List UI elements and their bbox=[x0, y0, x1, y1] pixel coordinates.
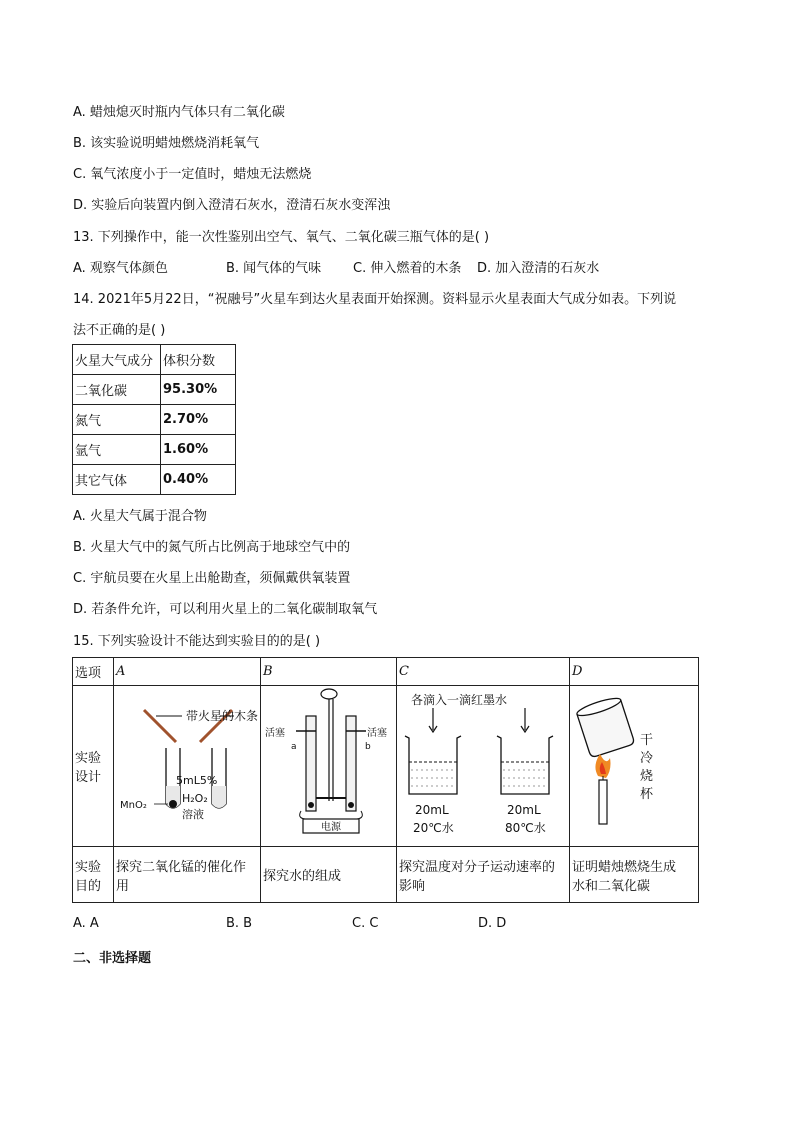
q12-option-c: C. 氧气浓度小于一定值时，蜡烛无法燃烧 bbox=[73, 167, 312, 182]
purpose-label-line1: 实验 bbox=[75, 859, 102, 875]
figure-d-cell bbox=[570, 686, 699, 847]
figure-b-electrolysis bbox=[261, 686, 396, 846]
table-cell: 其它气体 bbox=[73, 465, 161, 495]
glowing-splint-left bbox=[144, 710, 176, 742]
purpose-row-label bbox=[73, 847, 114, 903]
q15-option-b: B. B bbox=[226, 916, 253, 931]
funnel-bulb bbox=[321, 689, 337, 699]
figure-d-candle bbox=[570, 686, 698, 846]
column-header-b: B bbox=[261, 658, 397, 686]
table-row bbox=[73, 435, 236, 465]
purpose-b bbox=[261, 847, 397, 903]
h2o2-volume-label: 5mL5% bbox=[176, 774, 218, 787]
option-header-label: 选项 bbox=[73, 658, 114, 686]
figure-a-catalyst-test bbox=[114, 686, 260, 846]
q14-option-c: C. 宇航员要在火星上出舱勘查，须佩戴供氧装置 bbox=[73, 571, 351, 586]
table-row bbox=[73, 405, 236, 435]
q12-option-d: D. 实验后向装置内倒入澄清石灰水，澄清石灰水变浑浊 bbox=[73, 198, 391, 213]
table-cell: 二氧化碳 bbox=[73, 375, 161, 405]
mno2-label: MnO₂ bbox=[120, 800, 147, 811]
figure-c-title: 各滴入一滴红墨水 bbox=[411, 693, 508, 707]
purpose-c bbox=[397, 847, 570, 903]
table-cell: 1.60% bbox=[161, 435, 236, 465]
right-volume-label: 20mL bbox=[507, 803, 541, 817]
table-cell: 95.30% bbox=[161, 375, 236, 405]
table-header-row bbox=[73, 345, 236, 375]
purpose-a-line1: 探究二氧化锰的催化作 bbox=[116, 859, 247, 875]
q14-option-d: D. 若条件允许，可以利用火星上的二氧化碳制取氧气 bbox=[73, 602, 378, 617]
figure-c-cell bbox=[397, 686, 570, 847]
table-header-row bbox=[73, 658, 699, 686]
design-label-line2: 设计 bbox=[75, 770, 102, 785]
h2o2-label: H₂O₂ bbox=[182, 792, 208, 805]
q14-stem-line2: 法不正确的是( ) bbox=[73, 323, 166, 338]
q13-options bbox=[73, 260, 599, 278]
figure-c-diffusion bbox=[397, 686, 569, 846]
purpose-c-line2: 影响 bbox=[399, 878, 426, 894]
q15-option-c: C. C bbox=[352, 916, 379, 931]
beaker-label-char: 烧 bbox=[640, 769, 654, 784]
label-b: b bbox=[365, 742, 371, 752]
q13-option-a: A. 观察气体颜色 bbox=[73, 261, 168, 276]
table-row bbox=[73, 375, 236, 405]
mars-atmosphere-table bbox=[72, 344, 236, 495]
q14-option-a: A. 火星大气属于混合物 bbox=[73, 509, 207, 524]
table-header-cell: 体积分数 bbox=[161, 345, 236, 375]
right-temp-label: 80℃水 bbox=[505, 821, 546, 835]
purpose-c-line1: 探究温度对分子运动速率的 bbox=[399, 859, 556, 875]
candle bbox=[599, 780, 607, 824]
left-valve-label: 活塞 bbox=[265, 728, 285, 739]
design-label-line1: 实验 bbox=[75, 751, 102, 766]
design-row-label bbox=[73, 686, 114, 847]
purpose-a-line2: 用 bbox=[116, 878, 130, 894]
experiment-table bbox=[72, 657, 699, 903]
q12-option-a: A. 蜡烛熄灭时瓶内气体只有二氧化碳 bbox=[73, 105, 285, 120]
q13-option-d: D. 加入澄清的石灰水 bbox=[477, 261, 600, 276]
table-cell: 2.70% bbox=[161, 405, 236, 435]
q15-options bbox=[73, 915, 506, 933]
right-valve-label: 活塞 bbox=[367, 728, 387, 739]
column-header-a: A bbox=[114, 658, 261, 686]
left-volume-label: 20mL bbox=[415, 803, 449, 817]
table-header-cell: 火星大气成分 bbox=[73, 345, 161, 375]
purpose-d-line2: 水和二氧化碳 bbox=[572, 878, 651, 894]
q15-stem: 15. 下列实验设计不能达到实验目的的是( ) bbox=[73, 634, 321, 649]
purpose-a bbox=[114, 847, 261, 903]
q13-stem: 13. 下列操作中，能一次性鉴别出空气、氧气、二氧化碳三瓶气体的是( ) bbox=[73, 230, 490, 245]
column-header-c: C bbox=[397, 658, 570, 686]
solution-label: 溶液 bbox=[182, 808, 204, 821]
table-cell: 氩气 bbox=[73, 435, 161, 465]
q14-stem-line1: 14. 2021年5月22日，“祝融号”火星车到达火星表面开始探测。资料显示火星表面大气成分如表。下列说 bbox=[73, 292, 677, 307]
purpose-label-line2: 目的 bbox=[75, 878, 102, 894]
q15-option-a: A. A bbox=[73, 916, 99, 931]
q12-option-b: B. 该实验说明蜡烛燃烧消耗氧气 bbox=[73, 136, 260, 151]
beaker-left bbox=[405, 736, 461, 794]
q14-option-b: B. 火星大气中的氮气所占比例高于地球空气中的 bbox=[73, 540, 351, 555]
design-row bbox=[73, 686, 699, 847]
beaker-label-char: 干 bbox=[640, 733, 654, 748]
beaker-label-char: 冷 bbox=[640, 751, 654, 766]
power-label: 电源 bbox=[321, 822, 341, 833]
table-row bbox=[73, 465, 236, 495]
figure-a-cell bbox=[114, 686, 261, 847]
q15-option-d: D. D bbox=[478, 916, 507, 931]
purpose-row bbox=[73, 847, 699, 903]
beaker-right bbox=[497, 736, 553, 794]
section-title: 二、非选择题 bbox=[73, 951, 152, 966]
purpose-b-line1: 探究水的组成 bbox=[263, 869, 342, 884]
q13-option-b: B. 闻气体的气味 bbox=[226, 261, 322, 276]
label-a: a bbox=[291, 742, 297, 752]
purpose-d bbox=[570, 847, 699, 903]
beaker-label-char: 杯 bbox=[640, 787, 654, 802]
purpose-d-line1: 证明蜡烛燃烧生成 bbox=[572, 859, 677, 875]
q13-option-c: C. 伸入燃着的木条 bbox=[353, 261, 462, 276]
left-temp-label: 20℃水 bbox=[413, 821, 454, 835]
figure-a-title: 带火星的木条 bbox=[186, 709, 259, 723]
figure-b-cell bbox=[261, 686, 397, 847]
mno2-powder bbox=[169, 800, 177, 808]
table-cell: 0.40% bbox=[161, 465, 236, 495]
table-cell: 氮气 bbox=[73, 405, 161, 435]
column-header-d: D bbox=[570, 658, 699, 686]
